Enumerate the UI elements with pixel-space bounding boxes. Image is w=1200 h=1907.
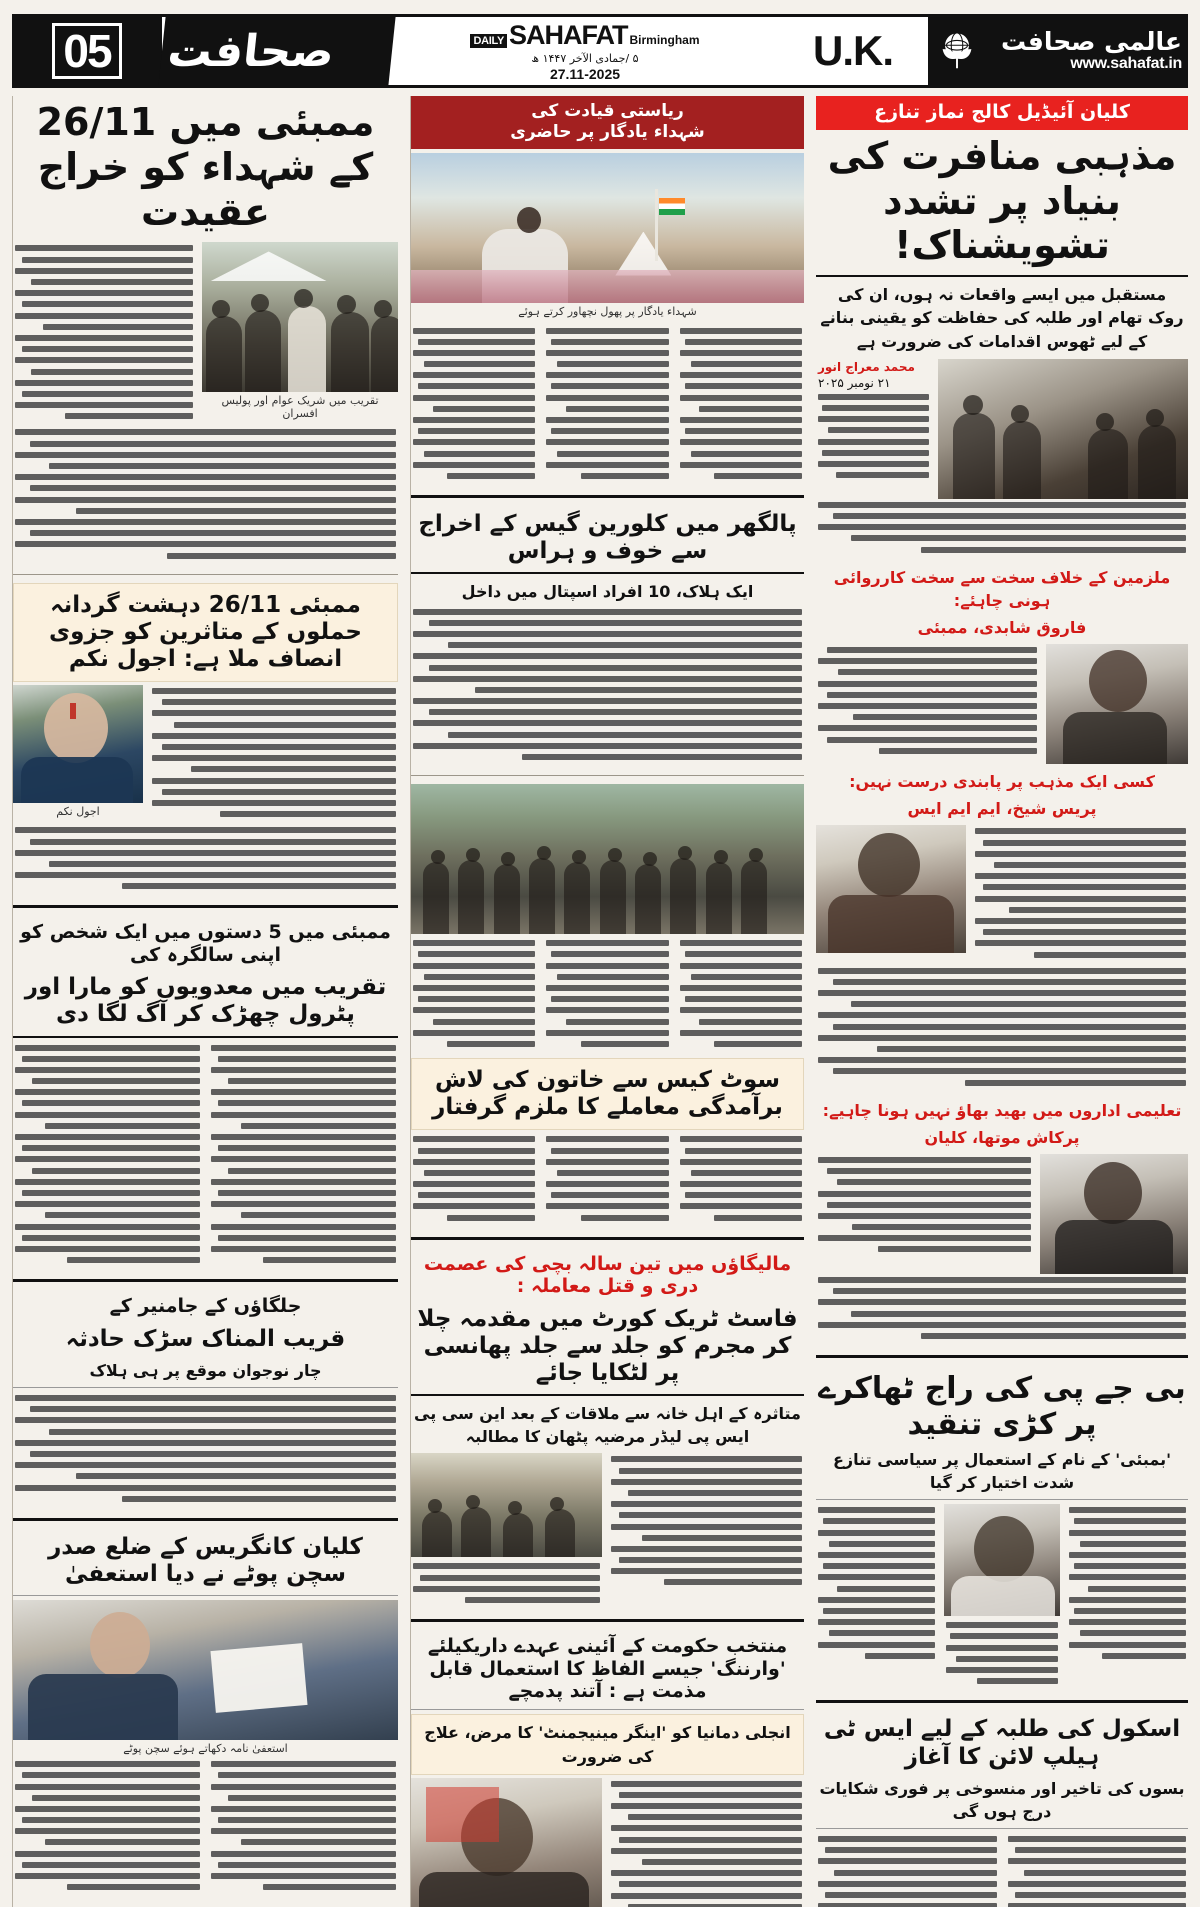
divider	[816, 1828, 1188, 1829]
helpline-subhead: بسوں کی تاخیر اور منسوخی پر فوری شکایات درج ہوں گی	[819, 1778, 1185, 1821]
tribute-headline: ممبئی میں 26/11 کے شہداء کو خراج عقیدت	[36, 100, 375, 234]
anjali-col-1	[609, 1778, 804, 1907]
college-lead-col	[816, 359, 931, 499]
congress-headline: کلیان کانگریس کے ضلع صدر سچن پوٹے نے دیا استعفیٰ	[48, 1533, 363, 1588]
tribute-col-2	[544, 325, 670, 487]
article-congress	[13, 1530, 398, 1898]
divider	[13, 905, 398, 908]
quote2-text-col	[973, 825, 1188, 964]
jalgaon-headline: قریب المناک سڑک حادثہ	[65, 1325, 346, 1352]
right-column	[12, 96, 404, 1907]
ajmal-photo-wrap	[13, 685, 143, 824]
tribute-lead-col	[13, 242, 195, 426]
masthead-daily-label: DAILY	[470, 34, 507, 48]
college-dateline: ۲۱ نومبر ۲۰۲۵	[818, 375, 891, 390]
jalgaon-body	[13, 1392, 398, 1509]
tribute-kicker-line1: ریاستی قیادت کی	[531, 101, 684, 121]
anjali-subhead: انجلی دمانیا کو 'اینگر مینیجمنٹ' کا مرض، علاج کی ضرورت	[424, 1723, 791, 1766]
divider	[13, 1279, 398, 1282]
tribute-lead-text	[13, 242, 195, 426]
press-sheikh-portrait	[816, 825, 966, 953]
divider	[13, 1518, 398, 1521]
prakash-motha-portrait	[1040, 1154, 1188, 1274]
college-quote1-name: فاروق شابدی، ممبئی	[917, 617, 1087, 637]
page-number-badge	[12, 17, 162, 85]
article-helpline	[816, 1712, 1188, 1907]
quote2-photo-wrap	[816, 825, 966, 964]
quote4-text-col	[816, 1154, 1033, 1274]
divider	[411, 572, 804, 574]
article-college	[816, 96, 1188, 1346]
anjali-photo-wrap	[411, 1778, 602, 1907]
college-quote1-text: ملزمین کے خلاف سخت سے سخت کارروائی ہونی چاہئے:	[833, 567, 1171, 610]
congress-col-1	[209, 1758, 398, 1897]
malegaon-col-2	[411, 1560, 602, 1610]
divider	[13, 1595, 398, 1596]
tribute-photo-flowers	[411, 153, 804, 303]
center-column	[410, 96, 810, 1907]
bjp-col-1	[1067, 1504, 1188, 1691]
college-protest-photo	[938, 359, 1188, 499]
divider	[411, 775, 804, 776]
article-suitcase	[411, 784, 804, 1228]
college-quote4-text: تعلیمی اداروں میں بھید بھاؤ نہیں ہونا چاہیے:	[822, 1100, 1182, 1120]
suitcase-col-2	[544, 937, 670, 1054]
raj-thackeray-portrait	[944, 1504, 1061, 1616]
ujjwal-nikam-portrait	[13, 685, 143, 803]
article-2611-main	[13, 96, 398, 566]
bjp-kicker: 'بمبئی' کے نام کے استعمال پر سیاسی تنازع شدت اختیار کر گیا	[832, 1449, 1172, 1493]
college-subhead: مستقبل میں ایسے واقعات نہ ہوں، ان کی روک تھام اور طلبہ کی حفاظت کو یقینی بنانے کے لیے ٹھوس اقدامات کی ضرورت ہے	[820, 285, 1184, 351]
ajmal-photo-caption: اجول نکم	[56, 805, 100, 819]
divider	[411, 1237, 804, 1240]
helpline-headline: اسکول کی طلبہ کے لیے ایس ٹی ہیلپ لائن کا آغاز	[823, 1716, 1181, 1770]
ajmal-headline: ممبئی 26/11 دہشت گردانہ حملوں کے متاثرین کو جزوی انصاف ملا ہے: اجول نکم	[49, 591, 362, 672]
masthead-alami-brand: عالمی صحافت	[1000, 26, 1182, 56]
bjp-photo-wrap	[944, 1504, 1061, 1691]
page-grid	[12, 96, 1188, 1907]
college-kicker: کلیان آئیڈیل کالج نماز تنازع	[816, 96, 1188, 130]
college-headline: مذہبی منافرت کی بنیاد پر تشدد تشویشناک!	[827, 133, 1177, 268]
college-quote2-text: کسی ایک مذہب پر پابندی درست نہیں:	[849, 772, 1155, 792]
singer-col-1	[209, 1042, 398, 1271]
suitcase-headline-box	[411, 1058, 804, 1130]
college-body-more	[816, 965, 1188, 1097]
malegaon-col-1	[609, 1453, 804, 1610]
college-quote4-name: پرکاش موتھا، کلیان	[924, 1127, 1080, 1147]
masthead-edition: U.K.	[813, 27, 893, 74]
tribute-photo1-caption: شہداء یادگار پر پھول نچھاور کرتے ہوئے	[518, 304, 697, 318]
tribute-kicker	[411, 96, 804, 149]
tribute-police-photo	[202, 242, 398, 392]
masthead-right-text	[1000, 26, 1182, 73]
college-quote2-name: پریس شیخ، ایم ایم ایس	[907, 799, 1097, 819]
divider	[13, 574, 398, 575]
singer-col-2	[13, 1042, 202, 1271]
masthead-center	[392, 17, 778, 85]
tribute-photo2-wrap	[202, 242, 398, 426]
tribute-col-3	[411, 325, 537, 487]
bjp-headline: بی جے پی کی راج ٹھاکرے پر کڑی تنقید	[818, 1371, 1186, 1442]
masthead-website: www.sahafat.in	[1070, 55, 1182, 73]
suitcase-headline: سوٹ کیس سے خاتون کی لاش برآمدگی معاملے کا ملزم گرفتار	[432, 1067, 783, 1121]
police-group-photo	[411, 784, 804, 934]
quote1-photo-wrap	[1046, 644, 1188, 764]
masthead-title: SAHAFAT	[508, 20, 628, 50]
malegaon-photo-wrap	[411, 1453, 602, 1610]
left-column	[816, 96, 1188, 1907]
malegaon-kicker: مالیگاؤں میں تین سالہ بچی کی عصمت دری و قتل معاملہ :	[423, 1252, 792, 1298]
anjali-subhead-box	[411, 1714, 804, 1774]
article-malegaon	[411, 1249, 804, 1610]
globe-plant-icon	[934, 28, 980, 74]
helpline-col-2	[816, 1833, 999, 1907]
article-ajmal	[13, 583, 398, 897]
divider	[411, 1709, 804, 1710]
suitcase-b-col-2	[544, 1133, 670, 1228]
malegaon-subhead: متاثرہ کے اہل خانہ سے ملاقات کے بعد این سی پی ایس پی لیڈر مرضیہ پٹھان کا مطالبہ	[414, 1404, 801, 1447]
suitcase-b-col-3	[411, 1133, 537, 1228]
malegaon-headline: فاسٹ ٹریک کورٹ میں مقدمہ چلا کر مجرم کو جلد سے جلد پھانسی پر لٹکایا جائے	[417, 1305, 798, 1386]
divider	[816, 1700, 1188, 1703]
tribute-text-cols	[411, 325, 804, 487]
masthead-right-logo	[928, 17, 1188, 85]
article-palghar	[411, 507, 804, 767]
divider	[816, 1499, 1188, 1500]
faruq-shabdi-portrait	[1046, 644, 1188, 764]
divider	[816, 1355, 1188, 1358]
divider	[13, 1387, 398, 1388]
palghar-headline: پالگھر میں کلورین گیس کے اخراج سے خوف و ہراس	[418, 511, 797, 565]
palghar-body	[411, 606, 804, 768]
college-photo-wrap	[938, 359, 1188, 499]
masthead-gregorian-date: 27.11-2025	[549, 66, 621, 82]
tribute-photo2-caption: تقریب میں شریک عوام اور پولیس افسران	[221, 394, 379, 421]
sachin-pote-photo	[13, 1600, 398, 1740]
ajmal-text-col	[150, 685, 398, 824]
masthead-logo-line	[470, 20, 699, 51]
ajmal-headline-box	[13, 583, 398, 682]
college-lead-text	[816, 391, 931, 486]
tribute-col-1	[678, 325, 804, 487]
anjali-kicker: منتخب حکومت کے آئینی عہدے داریکیلئے 'وارننگ' جیسے الفاظ کا استعمال قابل مذمت ہے : آتند پدمچے	[427, 1635, 788, 1702]
suitcase-b-col-1	[678, 1133, 804, 1228]
bjp-col-3	[816, 1504, 937, 1691]
masthead-city: Birmingham	[629, 33, 700, 47]
masthead-brand-urdu: صحافت	[158, 17, 395, 85]
divider	[411, 495, 804, 498]
palghar-subhead: ایک ہلاک، 10 افراد اسپتال میں داخل	[461, 582, 754, 602]
tribute-body-wide	[13, 426, 398, 565]
tribute-kicker-line2: شہداء یادگار پر حاضری	[510, 122, 705, 143]
article-jalgaon	[13, 1291, 398, 1509]
suitcase-col-3	[411, 937, 537, 1054]
helpline-col-1	[1006, 1833, 1189, 1907]
singer-headline: تقریب میں معدویوں کو مارا اور پٹرول چھڑک کر آگ لگا دی	[24, 974, 387, 1028]
page-number: 05	[52, 23, 121, 79]
aatand-padmache-portrait	[411, 1778, 602, 1907]
article-singer	[13, 917, 398, 1270]
masthead-hijri-date: ۵ /جمادی الآخر ۱۴۴۷ ھ	[531, 52, 639, 65]
divider	[13, 1036, 398, 1038]
jalgaon-subhead: چار نوجوان موقع پر ہی ہلاک	[89, 1360, 322, 1380]
college-byline: محمد معراج انور	[818, 359, 915, 374]
article-2611-center	[411, 96, 804, 318]
congress-photo-caption: استعفیٰ نامہ دکھاتے ہوئے سچن پوٹے	[123, 1742, 288, 1756]
masthead	[12, 14, 1188, 88]
divider	[816, 275, 1188, 277]
college-body-tail	[816, 1274, 1188, 1346]
article-anjali	[411, 1631, 804, 1907]
ajmal-body-wide	[13, 824, 398, 896]
singer-kicker: ممبئی میں 5 دستوں میں ایک شخص کو اپنی سالگرہ کی	[20, 921, 391, 966]
suitcase-col-1	[678, 937, 804, 1054]
article-bjp	[816, 1367, 1188, 1691]
divider	[411, 1394, 804, 1396]
divider	[411, 1619, 804, 1622]
malegaon-meeting-photo	[411, 1453, 602, 1557]
bjp-col-2	[944, 1619, 1061, 1691]
quote1-text-col	[816, 644, 1039, 764]
quote4-photo-wrap	[1040, 1154, 1188, 1274]
college-body-wide	[816, 499, 1188, 564]
jalgaon-kicker: جلگاؤں کے جامنیر کے	[109, 1295, 302, 1318]
congress-col-2	[13, 1758, 202, 1897]
